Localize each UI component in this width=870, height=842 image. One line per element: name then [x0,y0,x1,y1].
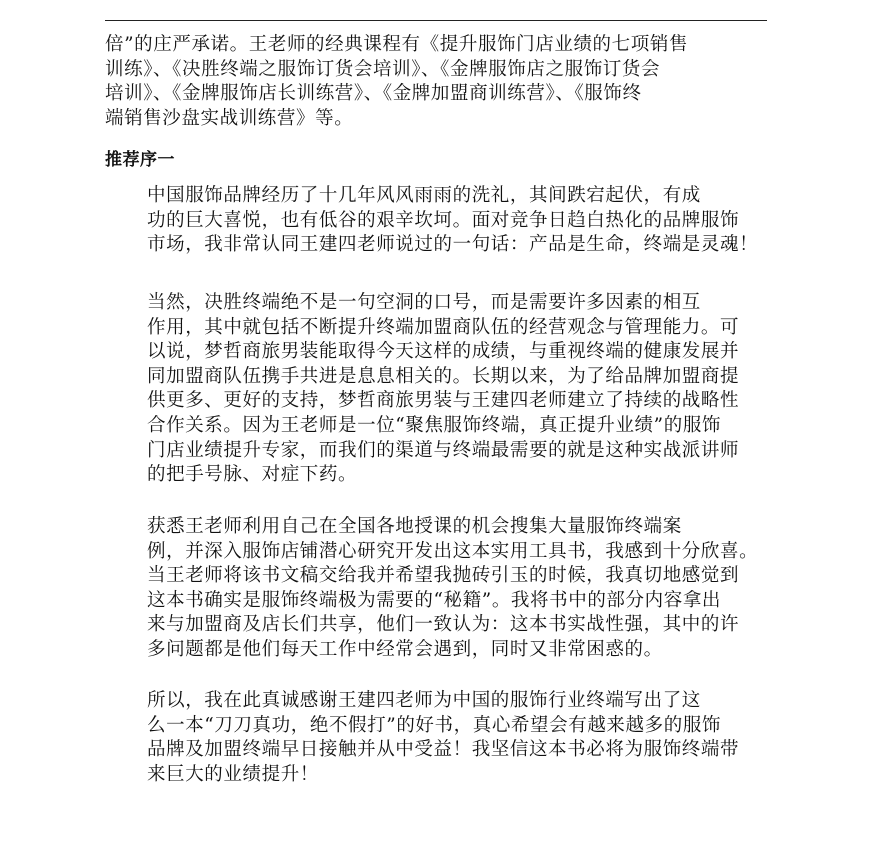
text-line: 作用，其中就包括不断提升终端加盟商队伍的经营观念与管理能力。可 [147,316,740,338]
top-rule [105,20,767,21]
text-line: 当然，决胜终端绝不是一句空洞的口号，而是需要许多因素的相互 [147,292,701,313]
text-line: 门店业绩提升专家，而我们的渠道与终端最需要的就是这种实战派讲师 [147,439,740,461]
text-line: 培训》、《金牌服饰店长训练营》、《金牌加盟商训练营》、《服饰终 [105,83,642,105]
text-line: 来与加盟商及店长们共享，他们一致认为：这本书实战性强，其中的许 [147,614,740,636]
text-line: 端销售沙盘实战训练营》等。 [105,107,354,129]
text-line: 训练》、《决胜终端之服饰订货会培训》、《金牌服饰店之服饰订货会 [105,58,661,80]
text-line: 例，并深入服饰店铺潜心研究开发出这本实用工具书，我感到十分欣喜。 [147,540,759,562]
text-line: 市场，我非常认同王建四老师说过的一句话：产品是生命，终端是灵魂！ [147,234,759,256]
text-line: 多问题都是他们每天工作中经常会遇到，同时又非常困惑的。 [147,638,663,660]
text-line: 中国服饰品牌经历了十几年风风雨雨的洗礼，其间跌宕起伏，有成 [147,185,701,206]
section-heading: 推荐序一 [105,150,175,170]
paragraph-1 [105,184,775,258]
text-line: 所以，我在此真诚感谢王建四老师为中国的服饰行业终端写出了这 [147,690,701,711]
text-line: 获悉王老师利用自己在全国各地授课的机会搜集大量服饰终端案 [147,516,682,537]
text-line: 品牌及加盟终端早日接触并从中受益！我坚信这本书必将为服饰终端带 [147,739,740,761]
text-line: 供更多、更好的支持，梦哲商旅男装与王建四老师建立了持续的战略性 [147,390,740,412]
text-line: 以说，梦哲商旅男装能取得今天这样的成绩，与重视终端的健康发展并 [147,341,740,363]
text-line: 同加盟商队伍携手共进是息息相关的。长期以来，为了给品牌加盟商提 [147,365,740,387]
paragraph-3 [105,515,775,663]
text-line: 么一本“刀刀真功，绝不假打”的好书，真心希望会有越来越多的服饰 [147,714,722,736]
text-line: 合作关系。因为王老师是一位“聚焦服饰终端，真正提升业绩”的服饰 [147,414,722,436]
paragraph-2 [105,291,775,488]
text-line: 功的巨大喜悦，也有低谷的艰辛坎坷。面对竞争日趋白热化的品牌服饰 [147,209,740,231]
text-line: 来巨大的业绩提升！ [147,763,319,785]
intro-paragraph [105,33,775,131]
text-line: 当王老师将该书文稿交给我并希望我抛砖引玉的时候，我真切地感觉到 [147,565,740,587]
text-line: 这本书确实是服饰终端极为需要的“秘籍”。我将书中的部分内容拿出 [147,589,722,611]
text-line: 倍”的庄严承诺。王老师的经典课程有《提升服饰门店业绩的七项销售 [105,34,689,55]
text-line: 的把手号脉、对症下药。 [147,464,358,486]
paragraph-4 [105,689,775,787]
